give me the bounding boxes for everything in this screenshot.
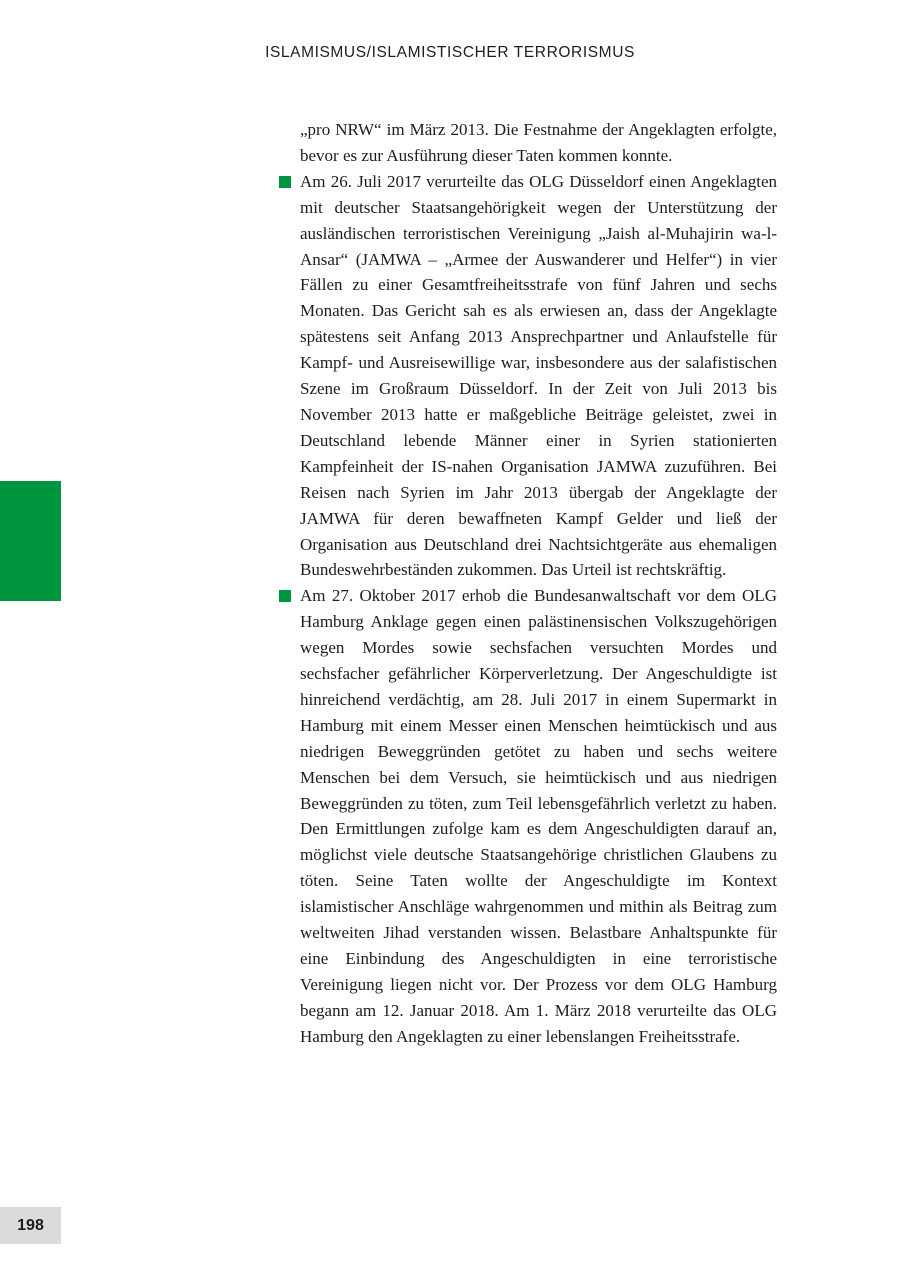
square-bullet-icon (279, 176, 291, 188)
list-item (300, 583, 777, 1049)
continuation-paragraph: „pro NRW“ im März 2013. Die Festnahme der Angeklagten erfolgte, bevor es zur Ausführung dieser Taten kommen konnte. (300, 120, 777, 165)
list-item-text: Am 27. Oktober 2017 erhob die Bundesanwaltschaft vor dem OLG Hamburg Anklage gegen einen palästinensischen Volkszugehörigen wegen Mordes sowie sechsfachen versuchten Mordes und sechsfacher gefährlicher Körperverletzung. Der Angeschuldigte ist hinreichend verdächtig, am 28. Juli 2017 in einem Supermarkt in Hamburg mit einem Messer einen Menschen heimtückisch und aus niedrigen Beweggründen getötet zu haben und sechs weitere Menschen bei dem Versuch, sie heimtückisch und aus niedrigen Beweggründen zu töten, zum Teil lebensgefährlich verletzt zu haben. Den Ermittlungen zufolge kam es dem Angeschuldigten darauf an, möglichst viele deutsche Staatsangehörige christlichen Glaubens zu töten. Seine Taten wollte der Angeschuldigte im Kontext islamistischer Anschläge wahrgenommen und mithin als Beitrag zum weltweiten Jihad verstanden wissen. Belastbare Anhaltspunkte für eine Einbindung des Angeschuldigten in eine terroristische Vereinigung liegen nicht vor. Der Prozess vor dem OLG Hamburg begann am 12. Januar 2018. Am 1. März 2018 verurteilte das OLG Hamburg den Angeklagten zu einer lebenslangen Freiheitsstrafe. (300, 586, 777, 1046)
chapter-tab-marker (0, 481, 61, 601)
body-text (300, 117, 777, 1050)
running-head: ISLAMISMUS/ISLAMISTISCHER TERRORISMUS (265, 44, 635, 61)
page-number: 198 (0, 1207, 61, 1244)
list-item-text: Am 26. Juli 2017 verurteilte das OLG Düsseldorf einen Angeklagten mit deutscher Staatsangehörigkeit wegen der Unterstützung der ausländischen terroristischen Vereinigung „Jaish al-Muhajirin wa-l-Ansar“ (JAMWA – „Armee der Auswanderer und Helfer“) in vier Fällen zu einer Gesamtfreiheitsstrafe von fünf Jahren und sechs Monaten. Das Gericht sah es als erwiesen an, dass der Angeklagte spätestens seit Anfang 2013 Ansprechpartner und Anlaufstelle für Kampf- und Ausreisewillige war, insbesondere aus der salafistischen Szene im Großraum Düsseldorf. In der Zeit von Juli 2013 bis November 2013 hatte er maßgebliche Beiträge geleistet, zwei in Deutschland lebende Männer einer in Syrien stationierten Kampfeinheit der IS-nahen Organisation JAMWA zuzuführen. Bei Reisen nach Syrien im Jahr 2013 übergab der Angeklagte der JAMWA für deren bewaffneten Kampf Gelder und ließ der Organisation aus Deutschland drei Nachtsichtgeräte aus ehemaligen Bundeswehrbeständen zukommen. Das Urteil ist rechtskräftig. (300, 171, 777, 580)
square-bullet-icon (279, 590, 291, 602)
list-item (300, 169, 777, 584)
